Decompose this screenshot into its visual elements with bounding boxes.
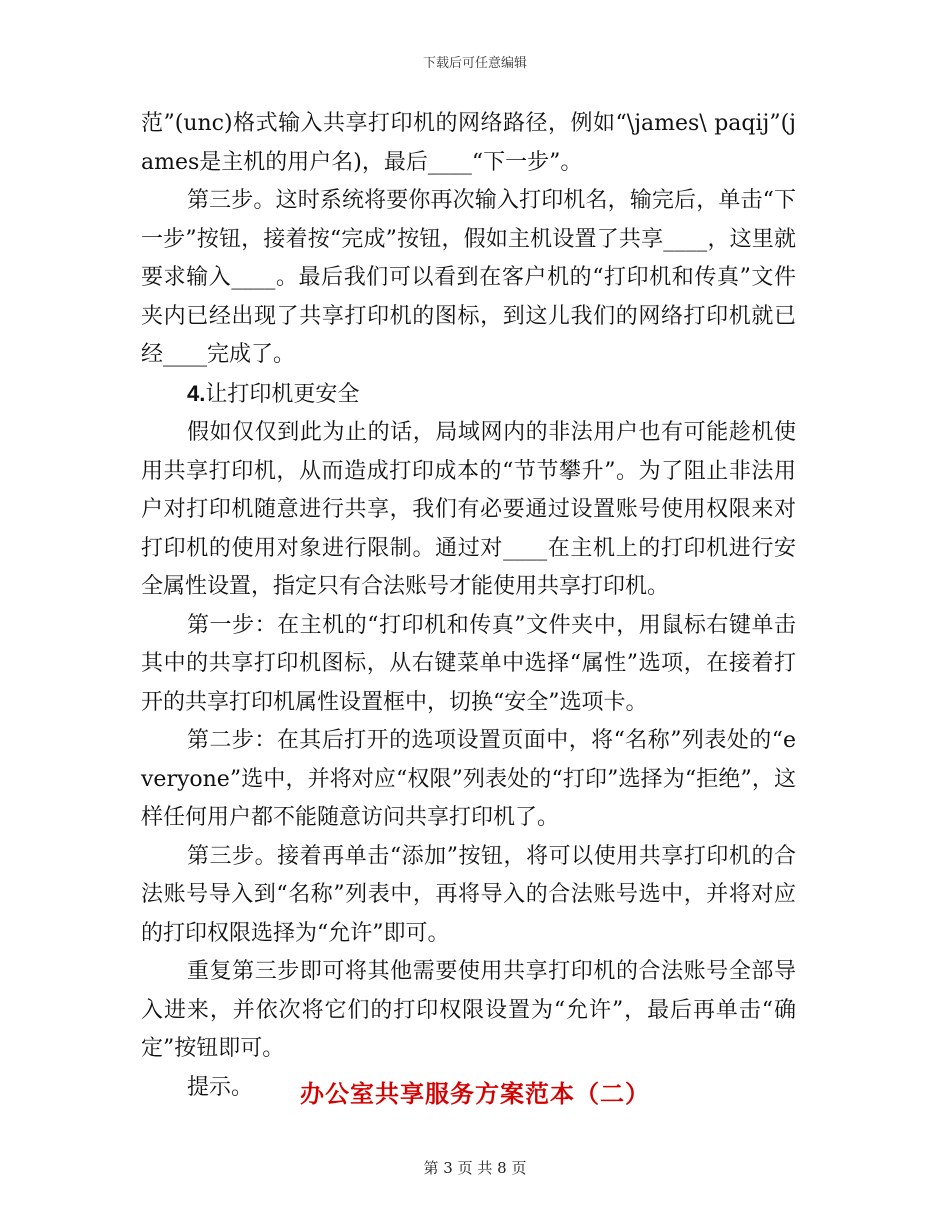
- section-4-heading: [141, 375, 796, 415]
- section-title: 办公室共享服务方案范本（二）: [300, 1079, 650, 1108]
- page-footer: 第 3 页 共 8 页: [423, 1159, 527, 1177]
- paragraph-step-three-client: 第三步。这时系统将要你再次输入打印机名，输完后，单击“下一步”按钮，接着按“完成”按钮，假如主机设置了共享____，这里就要求输入____。最后我们可以看到在客户机的“打印机和传真”文件夹内已经出现了共享打印机的图标，到这儿我们的网络打印机就已经____完成了。: [141, 188, 796, 367]
- paragraph-step-two: 第二步：在其后打开的选项设置页面中，将“名称”列表处的“everyone”选中，并将对应“权限”列表处的“打印”选择为“拒绝”，这样任何用户都不能随意访问共享打印机了。: [141, 728, 796, 830]
- paragraph-unc-path: 范”(unc)格式输入共享打印机的网络路径，例如“\james\ paqij”(james是主机的用户名)，最后____“下一步”。: [141, 111, 796, 175]
- page-header: 下载后可任意编辑: [422, 56, 527, 71]
- section-4-number: 4.: [187, 380, 206, 406]
- section-4-title: 让打印机更安全: [205, 381, 360, 407]
- paragraph-step-three: 第三步。接着再单击“添加”按钮，将可以使用共享打印机的合法账号导入到“名称”列表中，再将导入的合法账号选中，并将对应的打印权限选择为“允许”即可。: [141, 843, 796, 946]
- paragraph-security-intro: 假如仅仅到此为止的话，局域网内的非法用户也有可能趁机使用共享打印机，从而造成打印成本的“节节攀升”。为了阻止非法用户对打印机随意进行共享，我们有必要通过设置账号使用权限来对打印机的使用对象进行限制。通过对____在主机上的打印机进行安全属性设置，指定只有合法账号才能使用共享打印机。: [141, 420, 796, 599]
- paragraph-tip: 提示。: [187, 1074, 254, 1100]
- paragraph-repeat: 重复第三步即可将其他需要使用共享打印机的合法账号全部导入进来，并依次将它们的打印权限设置为“允许”，最后再单击“确定”按钮即可。: [141, 959, 796, 1061]
- document-body: [141, 105, 796, 1107]
- paragraph-step-one: 第一步：在主机的“打印机和传真”文件夹中，用鼠标右键单击其中的共享打印机图标，从右键菜单中选择“属性”选项，在接着打开的共享打印机属性设置框中，切换“安全”选项卡。: [141, 612, 796, 715]
